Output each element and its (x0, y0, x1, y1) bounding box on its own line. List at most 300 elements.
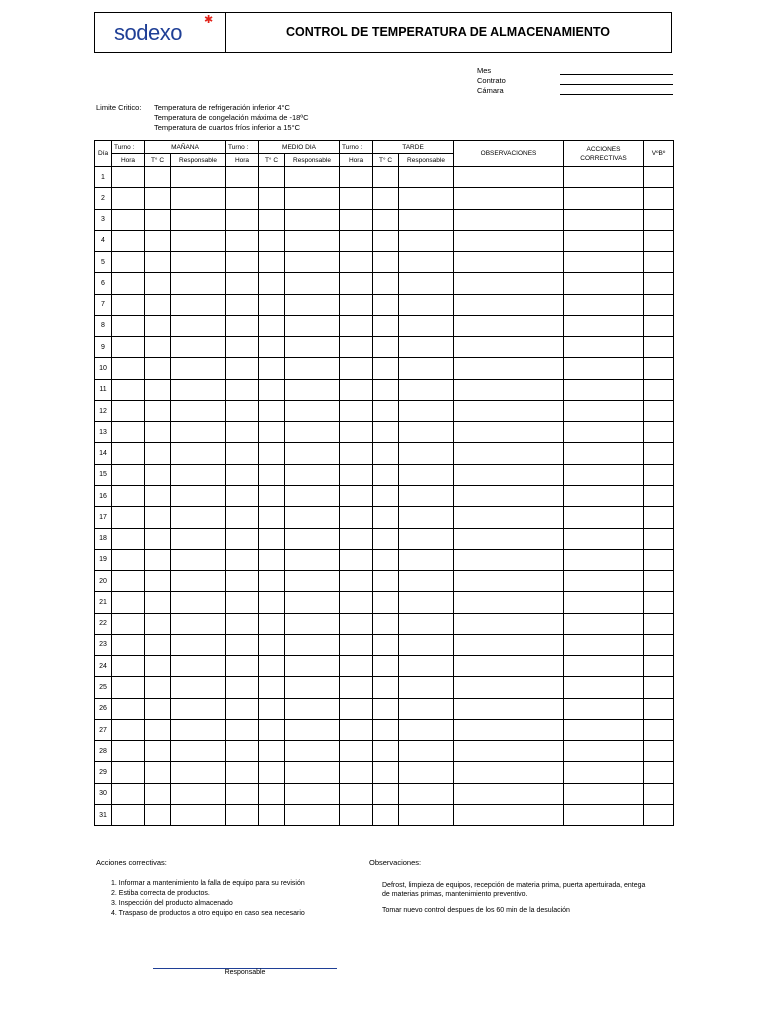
entry-cell[interactable] (112, 230, 145, 251)
entry-cell[interactable] (112, 698, 145, 719)
entry-cell[interactable] (259, 571, 285, 592)
entry-cell[interactable] (454, 656, 564, 677)
entry-cell[interactable] (340, 549, 373, 570)
entry-cell[interactable] (226, 464, 259, 485)
entry-cell[interactable] (564, 741, 644, 762)
entry-cell[interactable] (373, 613, 399, 634)
entry-cell[interactable] (285, 528, 340, 549)
entry-cell[interactable] (373, 294, 399, 315)
entry-cell[interactable] (171, 315, 226, 336)
entry-cell[interactable] (226, 528, 259, 549)
entry-cell[interactable] (145, 400, 171, 421)
entry-cell[interactable] (145, 337, 171, 358)
entry-cell[interactable] (373, 677, 399, 698)
entry-cell[interactable] (644, 698, 674, 719)
entry-cell[interactable] (399, 188, 454, 209)
entry-cell[interactable] (564, 209, 644, 230)
entry-cell[interactable] (564, 273, 644, 294)
entry-cell[interactable] (564, 571, 644, 592)
entry-cell[interactable] (226, 230, 259, 251)
entry-cell[interactable] (399, 230, 454, 251)
entry-cell[interactable] (340, 294, 373, 315)
entry-cell[interactable] (145, 507, 171, 528)
entry-cell[interactable] (285, 273, 340, 294)
entry-cell[interactable] (340, 804, 373, 825)
entry-cell[interactable] (564, 358, 644, 379)
entry-cell[interactable] (259, 592, 285, 613)
entry-cell[interactable] (340, 656, 373, 677)
entry-cell[interactable] (259, 783, 285, 804)
entry-cell[interactable] (564, 677, 644, 698)
entry-cell[interactable] (171, 592, 226, 613)
entry-cell[interactable] (259, 400, 285, 421)
entry-cell[interactable] (259, 252, 285, 273)
entry-cell[interactable] (112, 804, 145, 825)
entry-cell[interactable] (399, 571, 454, 592)
entry-cell[interactable] (399, 592, 454, 613)
entry-cell[interactable] (171, 358, 226, 379)
entry-cell[interactable] (644, 677, 674, 698)
entry-cell[interactable] (285, 719, 340, 740)
entry-cell[interactable] (399, 613, 454, 634)
entry-cell[interactable] (145, 762, 171, 783)
entry-cell[interactable] (285, 783, 340, 804)
entry-cell[interactable] (145, 741, 171, 762)
entry-cell[interactable] (112, 485, 145, 506)
entry-cell[interactable] (259, 804, 285, 825)
entry-cell[interactable] (373, 443, 399, 464)
entry-cell[interactable] (644, 528, 674, 549)
entry-cell[interactable] (454, 762, 564, 783)
entry-cell[interactable] (171, 528, 226, 549)
entry-cell[interactable] (112, 592, 145, 613)
entry-cell[interactable] (112, 443, 145, 464)
entry-cell[interactable] (564, 783, 644, 804)
entry-cell[interactable] (644, 400, 674, 421)
entry-cell[interactable] (285, 294, 340, 315)
entry-cell[interactable] (340, 507, 373, 528)
entry-cell[interactable] (644, 337, 674, 358)
entry-cell[interactable] (226, 613, 259, 634)
entry-cell[interactable] (171, 804, 226, 825)
entry-cell[interactable] (454, 273, 564, 294)
entry-cell[interactable] (454, 252, 564, 273)
entry-cell[interactable] (226, 188, 259, 209)
entry-cell[interactable] (373, 634, 399, 655)
entry-cell[interactable] (171, 400, 226, 421)
entry-cell[interactable] (564, 315, 644, 336)
entry-cell[interactable] (112, 634, 145, 655)
entry-cell[interactable] (145, 188, 171, 209)
entry-cell[interactable] (564, 188, 644, 209)
entry-cell[interactable] (340, 443, 373, 464)
entry-cell[interactable] (399, 741, 454, 762)
entry-cell[interactable] (454, 592, 564, 613)
entry-cell[interactable] (112, 273, 145, 294)
entry-cell[interactable] (259, 273, 285, 294)
entry-cell[interactable] (171, 337, 226, 358)
entry-cell[interactable] (145, 634, 171, 655)
entry-cell[interactable] (145, 464, 171, 485)
entry-cell[interactable] (285, 571, 340, 592)
entry-cell[interactable] (112, 315, 145, 336)
entry-cell[interactable] (285, 485, 340, 506)
entry-cell[interactable] (340, 337, 373, 358)
entry-cell[interactable] (171, 230, 226, 251)
entry-cell[interactable] (644, 549, 674, 570)
entry-cell[interactable] (644, 804, 674, 825)
entry-cell[interactable] (112, 209, 145, 230)
entry-cell[interactable] (112, 188, 145, 209)
entry-cell[interactable] (285, 762, 340, 783)
entry-cell[interactable] (171, 507, 226, 528)
entry-cell[interactable] (285, 252, 340, 273)
entry-cell[interactable] (454, 485, 564, 506)
entry-cell[interactable] (259, 337, 285, 358)
entry-cell[interactable] (373, 507, 399, 528)
entry-cell[interactable] (373, 762, 399, 783)
entry-cell[interactable] (112, 252, 145, 273)
entry-cell[interactable] (399, 337, 454, 358)
entry-cell[interactable] (171, 571, 226, 592)
entry-cell[interactable] (226, 485, 259, 506)
entry-cell[interactable] (399, 443, 454, 464)
entry-cell[interactable] (145, 167, 171, 188)
entry-cell[interactable] (373, 358, 399, 379)
entry-cell[interactable] (171, 698, 226, 719)
entry-cell[interactable] (373, 719, 399, 740)
entry-cell[interactable] (259, 719, 285, 740)
entry-cell[interactable] (564, 634, 644, 655)
entry-cell[interactable] (340, 464, 373, 485)
entry-cell[interactable] (259, 167, 285, 188)
entry-cell[interactable] (259, 464, 285, 485)
entry-cell[interactable] (259, 656, 285, 677)
entry-cell[interactable] (145, 719, 171, 740)
entry-cell[interactable] (259, 762, 285, 783)
entry-cell[interactable] (644, 507, 674, 528)
entry-cell[interactable] (226, 698, 259, 719)
entry-cell[interactable] (285, 464, 340, 485)
entry-cell[interactable] (285, 230, 340, 251)
entry-cell[interactable] (340, 209, 373, 230)
entry-cell[interactable] (285, 804, 340, 825)
entry-cell[interactable] (171, 167, 226, 188)
entry-cell[interactable] (340, 528, 373, 549)
entry-cell[interactable] (226, 656, 259, 677)
entry-cell[interactable] (285, 656, 340, 677)
entry-cell[interactable] (340, 485, 373, 506)
entry-cell[interactable] (145, 571, 171, 592)
entry-cell[interactable] (399, 209, 454, 230)
entry-cell[interactable] (373, 698, 399, 719)
entry-cell[interactable] (145, 592, 171, 613)
entry-cell[interactable] (454, 677, 564, 698)
entry-cell[interactable] (373, 656, 399, 677)
entry-cell[interactable] (145, 209, 171, 230)
entry-cell[interactable] (454, 634, 564, 655)
entry-cell[interactable] (399, 719, 454, 740)
entry-cell[interactable] (454, 209, 564, 230)
entry-cell[interactable] (373, 741, 399, 762)
entry-cell[interactable] (454, 400, 564, 421)
entry-cell[interactable] (340, 698, 373, 719)
entry-cell[interactable] (644, 656, 674, 677)
entry-cell[interactable] (112, 294, 145, 315)
entry-cell[interactable] (373, 422, 399, 443)
entry-cell[interactable] (644, 379, 674, 400)
meta-field-line[interactable] (560, 84, 673, 85)
entry-cell[interactable] (285, 209, 340, 230)
entry-cell[interactable] (454, 422, 564, 443)
entry-cell[interactable] (644, 188, 674, 209)
entry-cell[interactable] (644, 252, 674, 273)
entry-cell[interactable] (373, 252, 399, 273)
entry-cell[interactable] (564, 294, 644, 315)
entry-cell[interactable] (259, 677, 285, 698)
entry-cell[interactable] (226, 273, 259, 294)
entry-cell[interactable] (454, 230, 564, 251)
entry-cell[interactable] (399, 698, 454, 719)
entry-cell[interactable] (285, 337, 340, 358)
entry-cell[interactable] (454, 719, 564, 740)
entry-cell[interactable] (259, 315, 285, 336)
entry-cell[interactable] (112, 167, 145, 188)
meta-field-line[interactable] (560, 94, 673, 95)
entry-cell[interactable] (340, 252, 373, 273)
entry-cell[interactable] (340, 400, 373, 421)
entry-cell[interactable] (226, 507, 259, 528)
entry-cell[interactable] (145, 230, 171, 251)
entry-cell[interactable] (145, 358, 171, 379)
entry-cell[interactable] (454, 188, 564, 209)
entry-cell[interactable] (259, 613, 285, 634)
entry-cell[interactable] (399, 252, 454, 273)
entry-cell[interactable] (226, 422, 259, 443)
entry-cell[interactable] (564, 804, 644, 825)
entry-cell[interactable] (145, 379, 171, 400)
entry-cell[interactable] (454, 507, 564, 528)
entry-cell[interactable] (145, 804, 171, 825)
entry-cell[interactable] (399, 379, 454, 400)
entry-cell[interactable] (112, 719, 145, 740)
entry-cell[interactable] (340, 592, 373, 613)
entry-cell[interactable] (340, 379, 373, 400)
entry-cell[interactable] (454, 167, 564, 188)
entry-cell[interactable] (454, 804, 564, 825)
entry-cell[interactable] (340, 273, 373, 294)
entry-cell[interactable] (145, 485, 171, 506)
entry-cell[interactable] (145, 422, 171, 443)
entry-cell[interactable] (564, 507, 644, 528)
entry-cell[interactable] (454, 294, 564, 315)
entry-cell[interactable] (259, 379, 285, 400)
entry-cell[interactable] (399, 528, 454, 549)
entry-cell[interactable] (145, 698, 171, 719)
entry-cell[interactable] (399, 762, 454, 783)
entry-cell[interactable] (171, 549, 226, 570)
entry-cell[interactable] (644, 762, 674, 783)
entry-cell[interactable] (373, 273, 399, 294)
entry-cell[interactable] (226, 762, 259, 783)
entry-cell[interactable] (373, 592, 399, 613)
entry-cell[interactable] (112, 464, 145, 485)
entry-cell[interactable] (112, 337, 145, 358)
entry-cell[interactable] (373, 804, 399, 825)
entry-cell[interactable] (226, 315, 259, 336)
entry-cell[interactable] (340, 783, 373, 804)
entry-cell[interactable] (454, 571, 564, 592)
entry-cell[interactable] (226, 804, 259, 825)
entry-cell[interactable] (564, 167, 644, 188)
entry-cell[interactable] (399, 358, 454, 379)
entry-cell[interactable] (644, 464, 674, 485)
entry-cell[interactable] (373, 230, 399, 251)
entry-cell[interactable] (644, 422, 674, 443)
entry-cell[interactable] (226, 592, 259, 613)
entry-cell[interactable] (112, 762, 145, 783)
entry-cell[interactable] (399, 315, 454, 336)
entry-cell[interactable] (340, 315, 373, 336)
entry-cell[interactable] (112, 379, 145, 400)
entry-cell[interactable] (112, 507, 145, 528)
entry-cell[interactable] (171, 443, 226, 464)
entry-cell[interactable] (112, 528, 145, 549)
entry-cell[interactable] (285, 634, 340, 655)
entry-cell[interactable] (285, 188, 340, 209)
entry-cell[interactable] (226, 571, 259, 592)
entry-cell[interactable] (226, 549, 259, 570)
entry-cell[interactable] (340, 634, 373, 655)
entry-cell[interactable] (226, 337, 259, 358)
entry-cell[interactable] (112, 549, 145, 570)
entry-cell[interactable] (373, 528, 399, 549)
entry-cell[interactable] (171, 209, 226, 230)
entry-cell[interactable] (564, 719, 644, 740)
entry-cell[interactable] (340, 358, 373, 379)
entry-cell[interactable] (564, 528, 644, 549)
entry-cell[interactable] (340, 188, 373, 209)
entry-cell[interactable] (454, 379, 564, 400)
entry-cell[interactable] (226, 783, 259, 804)
entry-cell[interactable] (644, 719, 674, 740)
entry-cell[interactable] (145, 677, 171, 698)
entry-cell[interactable] (259, 188, 285, 209)
entry-cell[interactable] (454, 528, 564, 549)
entry-cell[interactable] (171, 464, 226, 485)
entry-cell[interactable] (112, 422, 145, 443)
entry-cell[interactable] (259, 528, 285, 549)
entry-cell[interactable] (373, 549, 399, 570)
entry-cell[interactable] (454, 358, 564, 379)
entry-cell[interactable] (644, 485, 674, 506)
entry-cell[interactable] (454, 464, 564, 485)
entry-cell[interactable] (171, 719, 226, 740)
entry-cell[interactable] (226, 443, 259, 464)
entry-cell[interactable] (564, 464, 644, 485)
entry-cell[interactable] (285, 400, 340, 421)
entry-cell[interactable] (644, 358, 674, 379)
entry-cell[interactable] (454, 315, 564, 336)
entry-cell[interactable] (399, 656, 454, 677)
entry-cell[interactable] (226, 634, 259, 655)
entry-cell[interactable] (564, 230, 644, 251)
entry-cell[interactable] (259, 549, 285, 570)
entry-cell[interactable] (259, 485, 285, 506)
entry-cell[interactable] (171, 656, 226, 677)
entry-cell[interactable] (644, 273, 674, 294)
entry-cell[interactable] (285, 443, 340, 464)
entry-cell[interactable] (145, 252, 171, 273)
entry-cell[interactable] (285, 698, 340, 719)
entry-cell[interactable] (226, 358, 259, 379)
entry-cell[interactable] (644, 443, 674, 464)
meta-field-line[interactable] (560, 74, 673, 75)
entry-cell[interactable] (564, 252, 644, 273)
entry-cell[interactable] (171, 273, 226, 294)
entry-cell[interactable] (340, 167, 373, 188)
entry-cell[interactable] (454, 337, 564, 358)
entry-cell[interactable] (373, 464, 399, 485)
entry-cell[interactable] (145, 656, 171, 677)
entry-cell[interactable] (564, 443, 644, 464)
entry-cell[interactable] (171, 422, 226, 443)
entry-cell[interactable] (171, 634, 226, 655)
entry-cell[interactable] (171, 762, 226, 783)
entry-cell[interactable] (340, 422, 373, 443)
entry-cell[interactable] (399, 804, 454, 825)
entry-cell[interactable] (145, 315, 171, 336)
entry-cell[interactable] (171, 485, 226, 506)
entry-cell[interactable] (373, 167, 399, 188)
entry-cell[interactable] (644, 230, 674, 251)
entry-cell[interactable] (145, 294, 171, 315)
entry-cell[interactable] (644, 613, 674, 634)
entry-cell[interactable] (112, 677, 145, 698)
entry-cell[interactable] (644, 592, 674, 613)
entry-cell[interactable] (399, 400, 454, 421)
entry-cell[interactable] (226, 167, 259, 188)
entry-cell[interactable] (171, 379, 226, 400)
entry-cell[interactable] (564, 613, 644, 634)
entry-cell[interactable] (285, 315, 340, 336)
entry-cell[interactable] (112, 400, 145, 421)
entry-cell[interactable] (259, 358, 285, 379)
entry-cell[interactable] (373, 571, 399, 592)
entry-cell[interactable] (399, 464, 454, 485)
entry-cell[interactable] (226, 294, 259, 315)
entry-cell[interactable] (171, 741, 226, 762)
entry-cell[interactable] (564, 762, 644, 783)
entry-cell[interactable] (399, 549, 454, 570)
entry-cell[interactable] (644, 571, 674, 592)
entry-cell[interactable] (259, 294, 285, 315)
entry-cell[interactable] (171, 613, 226, 634)
entry-cell[interactable] (285, 677, 340, 698)
entry-cell[interactable] (226, 400, 259, 421)
entry-cell[interactable] (340, 719, 373, 740)
entry-cell[interactable] (644, 741, 674, 762)
entry-cell[interactable] (399, 634, 454, 655)
entry-cell[interactable] (373, 485, 399, 506)
entry-cell[interactable] (454, 698, 564, 719)
entry-cell[interactable] (112, 358, 145, 379)
entry-cell[interactable] (259, 741, 285, 762)
entry-cell[interactable] (171, 188, 226, 209)
entry-cell[interactable] (340, 762, 373, 783)
entry-cell[interactable] (259, 230, 285, 251)
entry-cell[interactable] (259, 209, 285, 230)
